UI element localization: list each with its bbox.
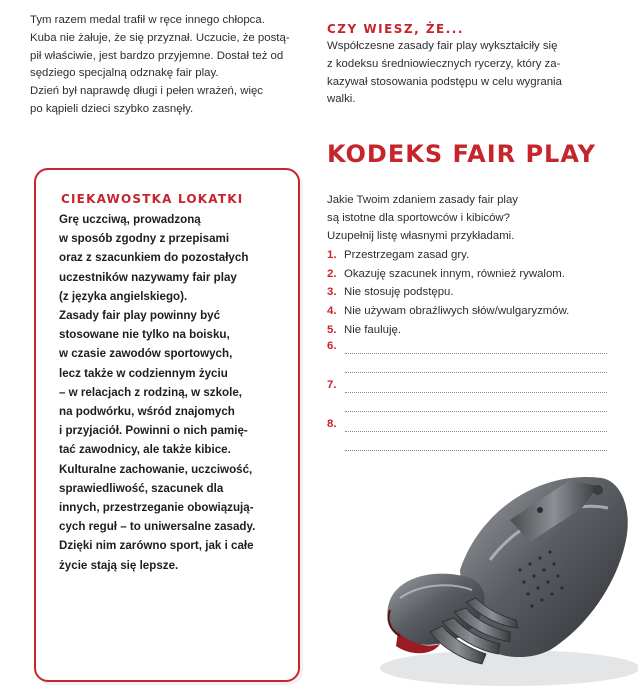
story-line: sędziego specjalną odznakę fair play. xyxy=(30,67,219,80)
codex-rule-number: 2. xyxy=(327,267,337,280)
story-line: po kąpieli dzieci szybko zasnęły. xyxy=(30,102,194,115)
curiosity-body xyxy=(59,210,294,575)
story-line: pił właściwie, jest bardzo przyjemne. Dostał też od xyxy=(30,49,284,62)
dotted-line xyxy=(345,392,607,393)
blank-number: 8. xyxy=(327,418,337,430)
curiosity-line: tać zawodnicy, ale także kibice. xyxy=(59,443,231,457)
codex-rule-number: 1. xyxy=(327,249,337,261)
did-you-know-line: z kodeksu średniowiecznych rycerzy, który za- xyxy=(327,57,561,70)
did-you-know-line: kazywał stosowania podstępu w celu wygrania xyxy=(327,75,562,88)
story-line: Dzień był naprawdę długi i pełen wrażeń, więc xyxy=(30,85,264,98)
blank-number: 7. xyxy=(327,379,337,391)
codex-rule-text: Nie używam obraźliwych słów/wulgaryzmów. xyxy=(344,305,570,318)
curiosity-line: cych reguł – to uniwersalne zasady. xyxy=(59,520,256,534)
codex-blank-lines xyxy=(327,338,607,455)
codex-rule-item xyxy=(327,302,612,321)
blank-row-8[interactable] xyxy=(327,416,607,436)
curiosity-line: oraz z szacunkiem do pozostałych xyxy=(59,251,249,265)
codex-rule-text: Nie stosuję podstępu. xyxy=(344,286,454,299)
story-line: Kuba nie żałuje, że się przyznał. Uczucie, że postą- xyxy=(30,31,290,44)
curiosity-line: Kulturalne zachowanie, uczciwość, xyxy=(59,462,253,476)
codex-rule-item xyxy=(327,283,612,302)
codex-rule-item xyxy=(327,321,612,340)
curiosity-line: innych, przestrzeganie obowiązują- xyxy=(59,501,254,515)
codex-intro-line: Uzupełnij listę własnymi przykładami. xyxy=(327,229,515,242)
dotted-line xyxy=(345,411,607,412)
curiosity-line: na podwórku, wśród znajomych xyxy=(59,405,235,419)
curiosity-box xyxy=(34,168,300,682)
curiosity-line: i przyjaciół. Powinni o nich pamię- xyxy=(59,424,248,438)
codex-rule-text: Okazuję szacunek innym, również rywalom. xyxy=(344,267,565,280)
codex-rule-number: 5. xyxy=(327,323,337,336)
curiosity-line: – w relacjach z rodziną, w szkole, xyxy=(59,385,242,399)
knight-armor-gauntlet-icon xyxy=(370,450,638,690)
story-paragraph xyxy=(30,12,300,119)
did-you-know-section xyxy=(327,22,617,109)
dotted-line xyxy=(345,431,607,432)
curiosity-line: Zasady fair play powinny być xyxy=(59,309,221,323)
story-line: Tym razem medal trafił w ręce innego chłopca. xyxy=(30,14,265,26)
codex-title: KODEKS FAIR PLAY xyxy=(327,140,596,168)
did-you-know-line: walki. xyxy=(327,93,356,106)
codex-rule-number: 4. xyxy=(327,305,337,318)
codex-rule-item xyxy=(327,265,612,284)
dotted-line xyxy=(345,353,607,354)
curiosity-line: w czasie zawodów sportowych, xyxy=(59,347,233,361)
curiosity-line: stosowane nie tylko na boisku, xyxy=(59,328,230,342)
codex-intro-line: Jakie Twoim zdaniem zasady fair play xyxy=(327,194,518,206)
curiosity-line: Dzięki nim zarówno sport, jak i całe xyxy=(59,539,254,553)
curiosity-line: życie stają się lepsze. xyxy=(59,558,179,572)
curiosity-heading: CIEKAWOSTKA LOKATKI xyxy=(61,192,244,206)
codex-intro-line: są istotne dla sportowców i kibiców? xyxy=(327,211,510,224)
codex-rule-number: 3. xyxy=(327,286,337,299)
curiosity-line: Grę uczciwą, prowadzoną xyxy=(59,213,201,226)
curiosity-line: uczestników nazywamy fair play xyxy=(59,270,237,284)
curiosity-line: lecz także w codziennym życiu xyxy=(59,366,228,380)
dotted-line xyxy=(345,372,607,373)
curiosity-line: (z języka angielskiego). xyxy=(59,289,188,303)
blank-number: 6. xyxy=(327,340,337,352)
codex-rule-item xyxy=(327,246,612,265)
codex-rule-text: Przestrzegam zasad gry. xyxy=(344,249,470,261)
blank-row-6-cont[interactable] xyxy=(327,358,607,378)
did-you-know-line: Współczesne zasady fair play wykształciły się xyxy=(327,40,558,52)
blank-row-7-cont[interactable] xyxy=(327,397,607,417)
codex-intro xyxy=(327,192,617,245)
blank-row-6[interactable] xyxy=(327,338,607,358)
blank-row-7[interactable] xyxy=(327,377,607,397)
codex-rule-list xyxy=(327,246,612,339)
curiosity-line: w sposób zgodny z przepisami xyxy=(59,232,230,246)
codex-rule-text: Nie fauluję. xyxy=(344,323,401,336)
did-you-know-heading: CZY WIESZ, ŻE... xyxy=(327,22,464,36)
curiosity-line: sprawiedliwość, szacunek dla xyxy=(59,481,224,495)
